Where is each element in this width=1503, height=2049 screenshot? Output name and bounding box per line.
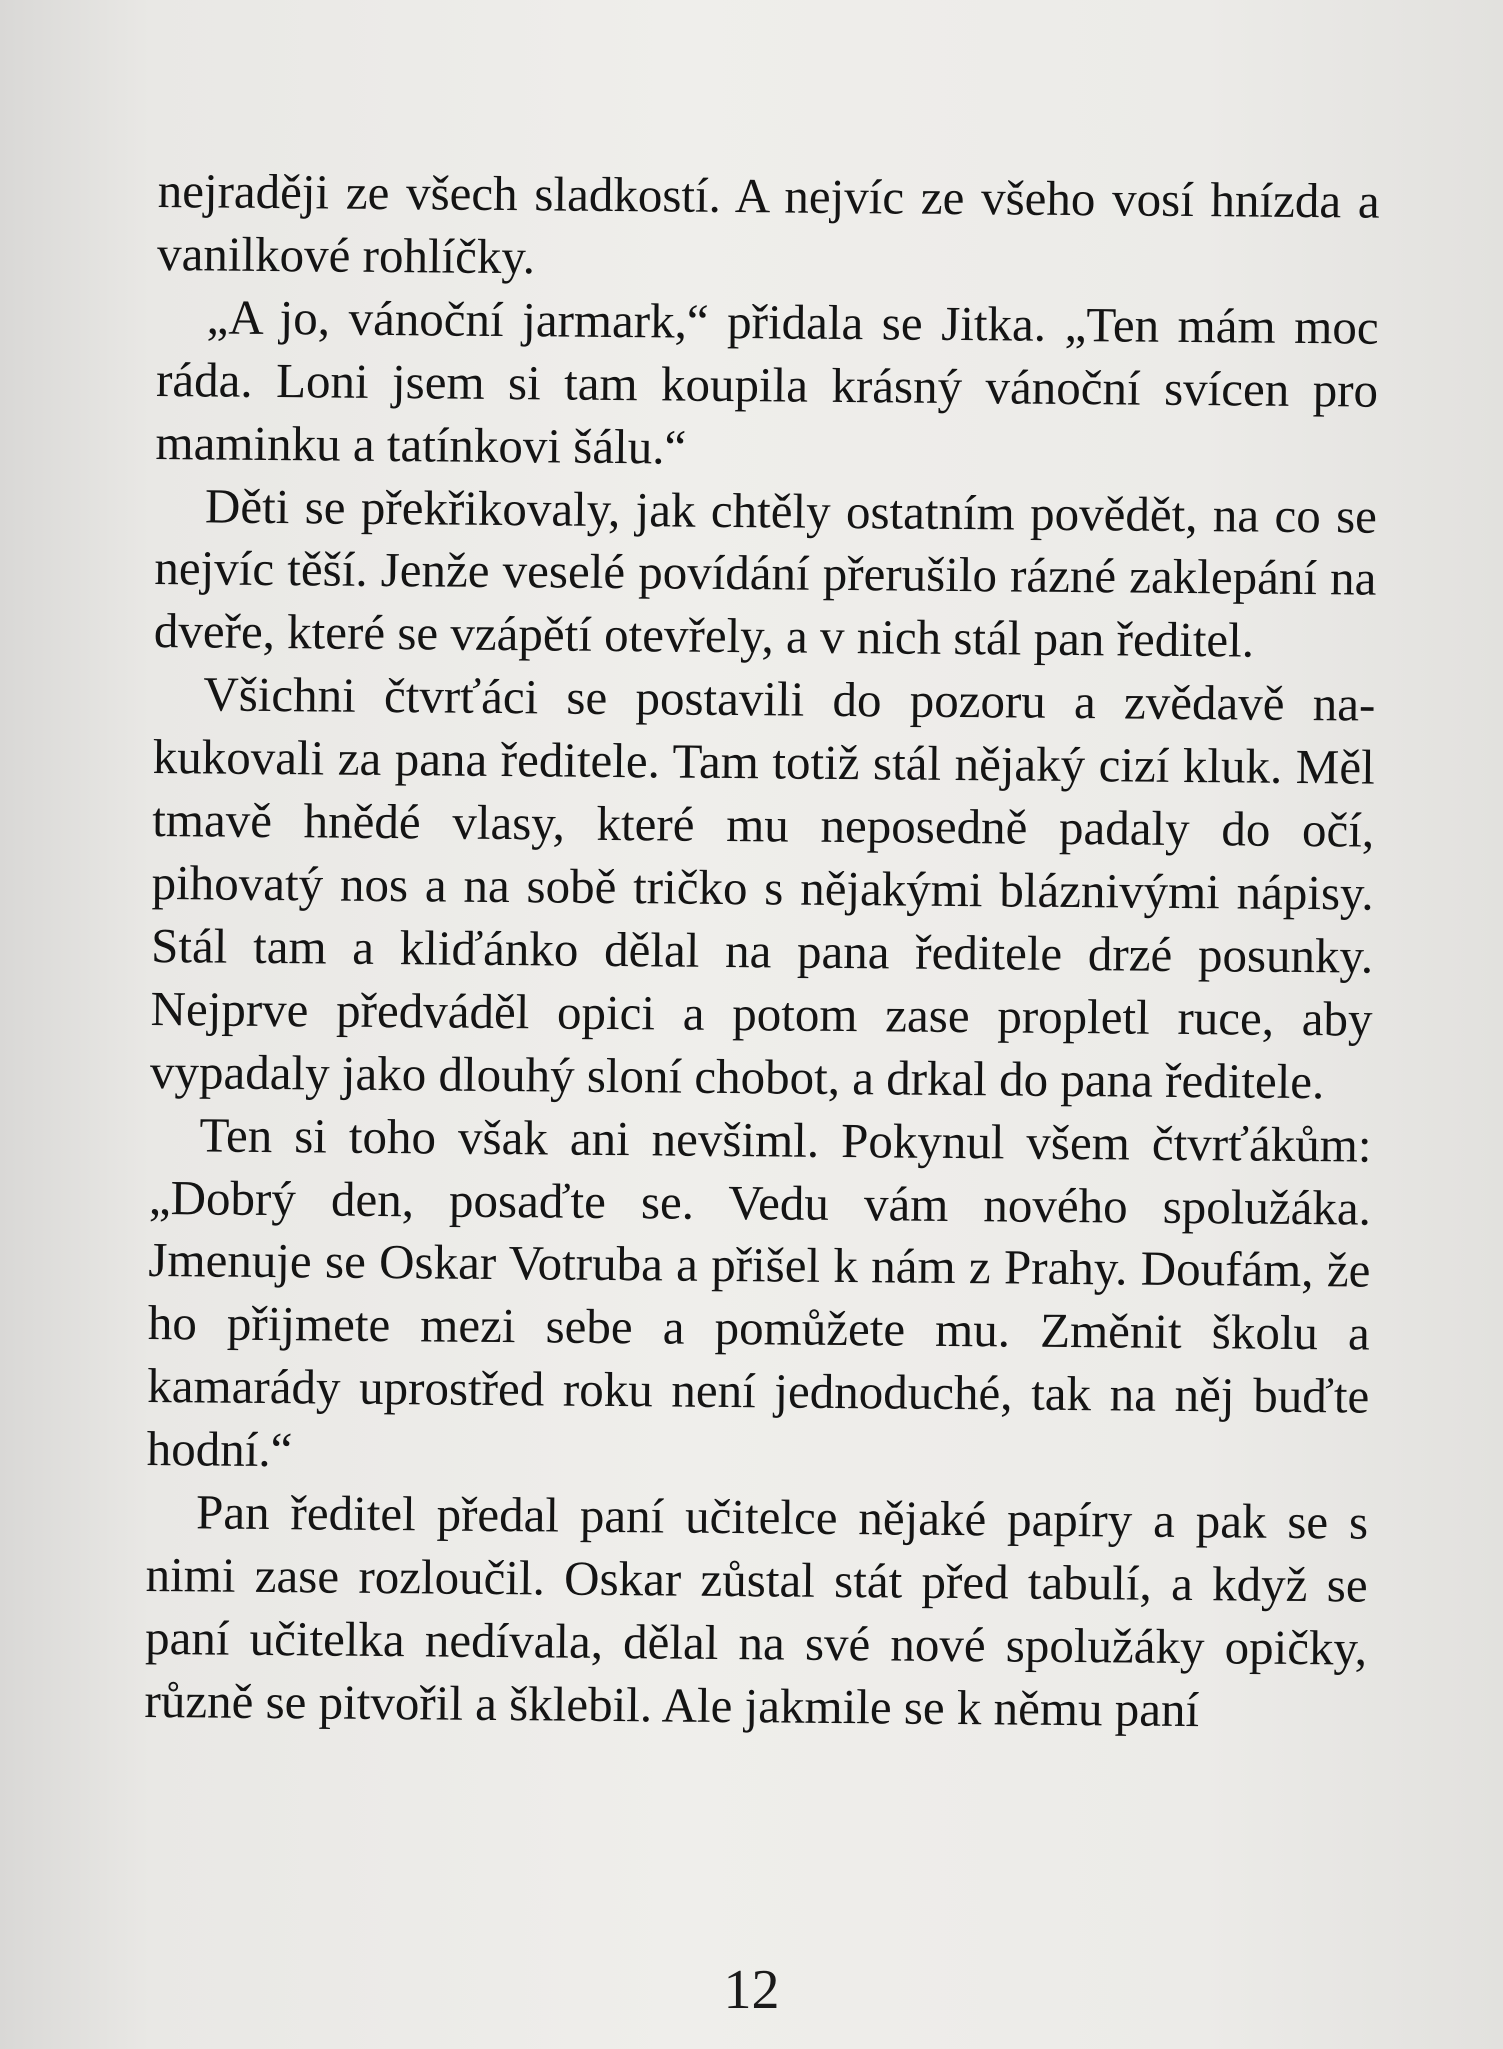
paragraph-2: „A jo, vánoční jarmark,“ přidala se Jitka. „Ten mám moc ráda. Loni jsem si tam koupila krásný vánoční svícen pro maminku a tatínkovi šálu.“ [155, 289, 1379, 475]
paragraph-6: Pan ředitel předal paní učitelce nějaké papíry a pak se s nimi zase rozloučil. Oskar zůstal stát před tabulí, a když se paní učitelka nedívala, dělal na své nové spolužáky opičky, různě se pitvořil a šklebil. Ale jakmile se k němu paní [144, 1484, 1369, 1737]
paragraph-5: Ten si toho však ani nevšiml. Pokynul všem čtvrťákům: „Dobrý den, posaďte se. Vedu vám nového spolužáka. Jmenuje se Oskar Votruba a přišel k nám z Prahy. Doufám, že ho přijmete mezi sebe a pomůžete mu. Změnit školu a kamarády uprostřed roku není jednoduché, tak na něj buďte hodní.“ [146, 1106, 1372, 1478]
body-text [144, 160, 1380, 1743]
paragraph-3: Děti se překřikovaly, jak chtěly ostatním povědět, na co se nejvíc těší. Jenže veselé povídání přerušilo rázné zaklepání na dveře, které se vzápětí otevřely, a v nich stál pan ředitel. [153, 477, 1378, 668]
paragraph-4: Všichni čtvrťáci se postavili do pozoru a zvědavě nakukovali za pana ředitele. Tam totiž stál nějaký cizí kluk. Měl tmavě hnědé vlasy, které mu neposedně padaly do očí, pihovatý nos a na sobě tričko s nějakými bláznivými nápisy. Stál tam a kliďánko dělal na pana ředitele drzé posunky. Nejprve předváděl opici a potom zase propletl ruce, aby vypadaly jako dlouhý sloní chobot, a drkal do pana ředitele. [149, 666, 1376, 1109]
paragraph-1: nejraději ze všech sladkostí. A nejvíc ze všeho vosí hnízda a vanilkové rohlíčky. [156, 162, 1380, 285]
page-number: 12 [723, 1959, 780, 2021]
